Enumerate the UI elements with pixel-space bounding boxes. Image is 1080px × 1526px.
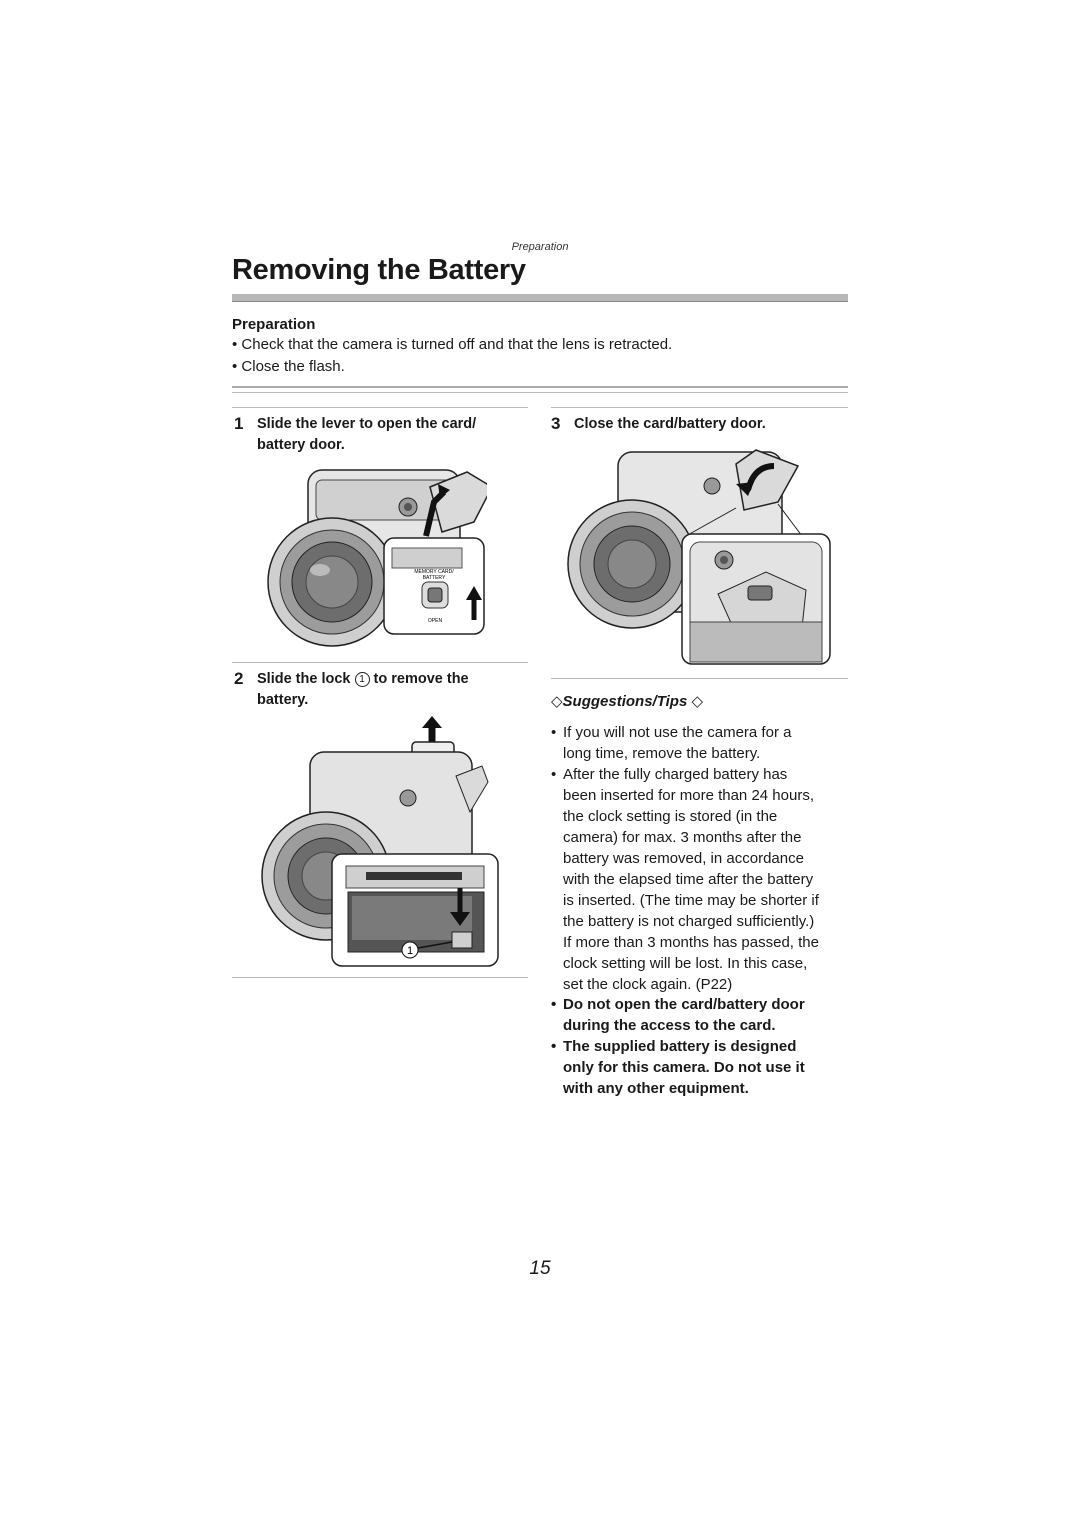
bullet-dot: • <box>551 1038 557 1055</box>
page-number: 15 <box>529 1258 551 1279</box>
step-text-line: battery. <box>257 692 309 708</box>
tip-item-warning <box>551 994 851 1036</box>
title-underline-bar <box>232 294 848 302</box>
figure-label-card: MEMORY CARD/ <box>414 569 454 575</box>
tip-line: If more than 3 months has passed, the <box>563 934 819 951</box>
tip-line: long time, remove the battery. <box>563 745 761 762</box>
section-label: Preparation <box>511 241 569 253</box>
tip-line: during the access to the card. <box>563 1017 776 1034</box>
figure-label-open: OPEN <box>427 618 443 624</box>
tip-item <box>551 764 851 995</box>
bullet-dot: • <box>232 358 242 375</box>
step-1 <box>234 414 528 458</box>
divider <box>551 678 848 679</box>
step-text-line: battery door. <box>257 437 345 453</box>
diamond-icon: ◇ <box>691 693 704 710</box>
tip-line: After the fully charged battery has <box>563 766 788 783</box>
tip-line: camera) for max. 3 months after the <box>563 829 802 846</box>
step-number: 2 <box>234 669 244 688</box>
tip-line: If you will not use the camera for a <box>563 724 792 741</box>
tip-line: been inserted for more than 24 hours, <box>563 787 814 804</box>
preparation-item-text: Close the flash. <box>241 358 345 375</box>
step-text <box>257 414 476 456</box>
divider <box>232 392 848 393</box>
tip-text <box>563 722 853 764</box>
tip-line: set the clock again. (P22) <box>563 976 733 993</box>
bullet-dot: • <box>551 996 557 1013</box>
preparation-item <box>232 358 345 375</box>
bullet-dot: • <box>232 336 242 353</box>
bullet-dot: • <box>551 766 557 783</box>
tip-text <box>563 994 853 1036</box>
camera-remove-battery-illustration <box>260 716 500 968</box>
divider <box>232 662 528 663</box>
divider <box>232 386 848 388</box>
tip-line: with any other equipment. <box>563 1080 749 1097</box>
bullet-dot: • <box>551 724 557 741</box>
step-text-line: to remove the <box>373 671 469 687</box>
preparation-item <box>232 336 672 353</box>
step-2 <box>234 669 528 713</box>
tip-line: clock setting will be lost. In this case, <box>563 955 808 972</box>
step-text-line: Slide the lock <box>257 671 351 687</box>
camera-open-door-illustration <box>262 462 487 647</box>
figure-label-battery: BATTERY <box>422 575 446 581</box>
diamond-icon: ◇ <box>551 693 563 710</box>
tip-line: battery was removed, in accordance <box>563 850 804 867</box>
page-title: Removing the Battery <box>232 254 526 286</box>
tip-text <box>563 764 853 995</box>
tip-line: is inserted. (The time may be shorter if <box>563 892 819 909</box>
step-number: 1 <box>234 414 244 433</box>
camera-close-door-illustration <box>566 444 832 666</box>
preparation-item-text: Check that the camera is turned off and that the lens is retracted. <box>241 336 673 353</box>
tip-line: Do not open the card/battery door <box>563 996 805 1013</box>
tip-item <box>551 722 851 764</box>
step-number: 3 <box>551 414 561 433</box>
divider <box>232 977 528 978</box>
divider <box>551 407 848 408</box>
tips-heading-text: Suggestions/Tips <box>562 693 688 710</box>
step-text: Close the card/battery door. <box>574 416 766 432</box>
step-3 <box>551 414 848 438</box>
tip-item-warning <box>551 1036 851 1099</box>
preparation-heading: Preparation <box>232 316 316 333</box>
tip-text <box>563 1036 853 1099</box>
step-text <box>257 669 469 711</box>
tip-line: the battery is not charged sufficiently.) <box>563 913 815 930</box>
tip-line: the clock setting is stored (in the <box>563 808 778 825</box>
divider <box>232 407 528 408</box>
callout-marker: 1 <box>355 672 370 687</box>
tips-heading <box>551 692 703 710</box>
tip-line: with the elapsed time after the battery <box>563 871 814 888</box>
tip-line: The supplied battery is designed <box>563 1038 797 1055</box>
step-text-line: Slide the lever to open the card/ <box>257 416 477 432</box>
figure-callout-number: 1 <box>406 945 414 957</box>
tip-line: only for this camera. Do not use it <box>563 1059 805 1076</box>
